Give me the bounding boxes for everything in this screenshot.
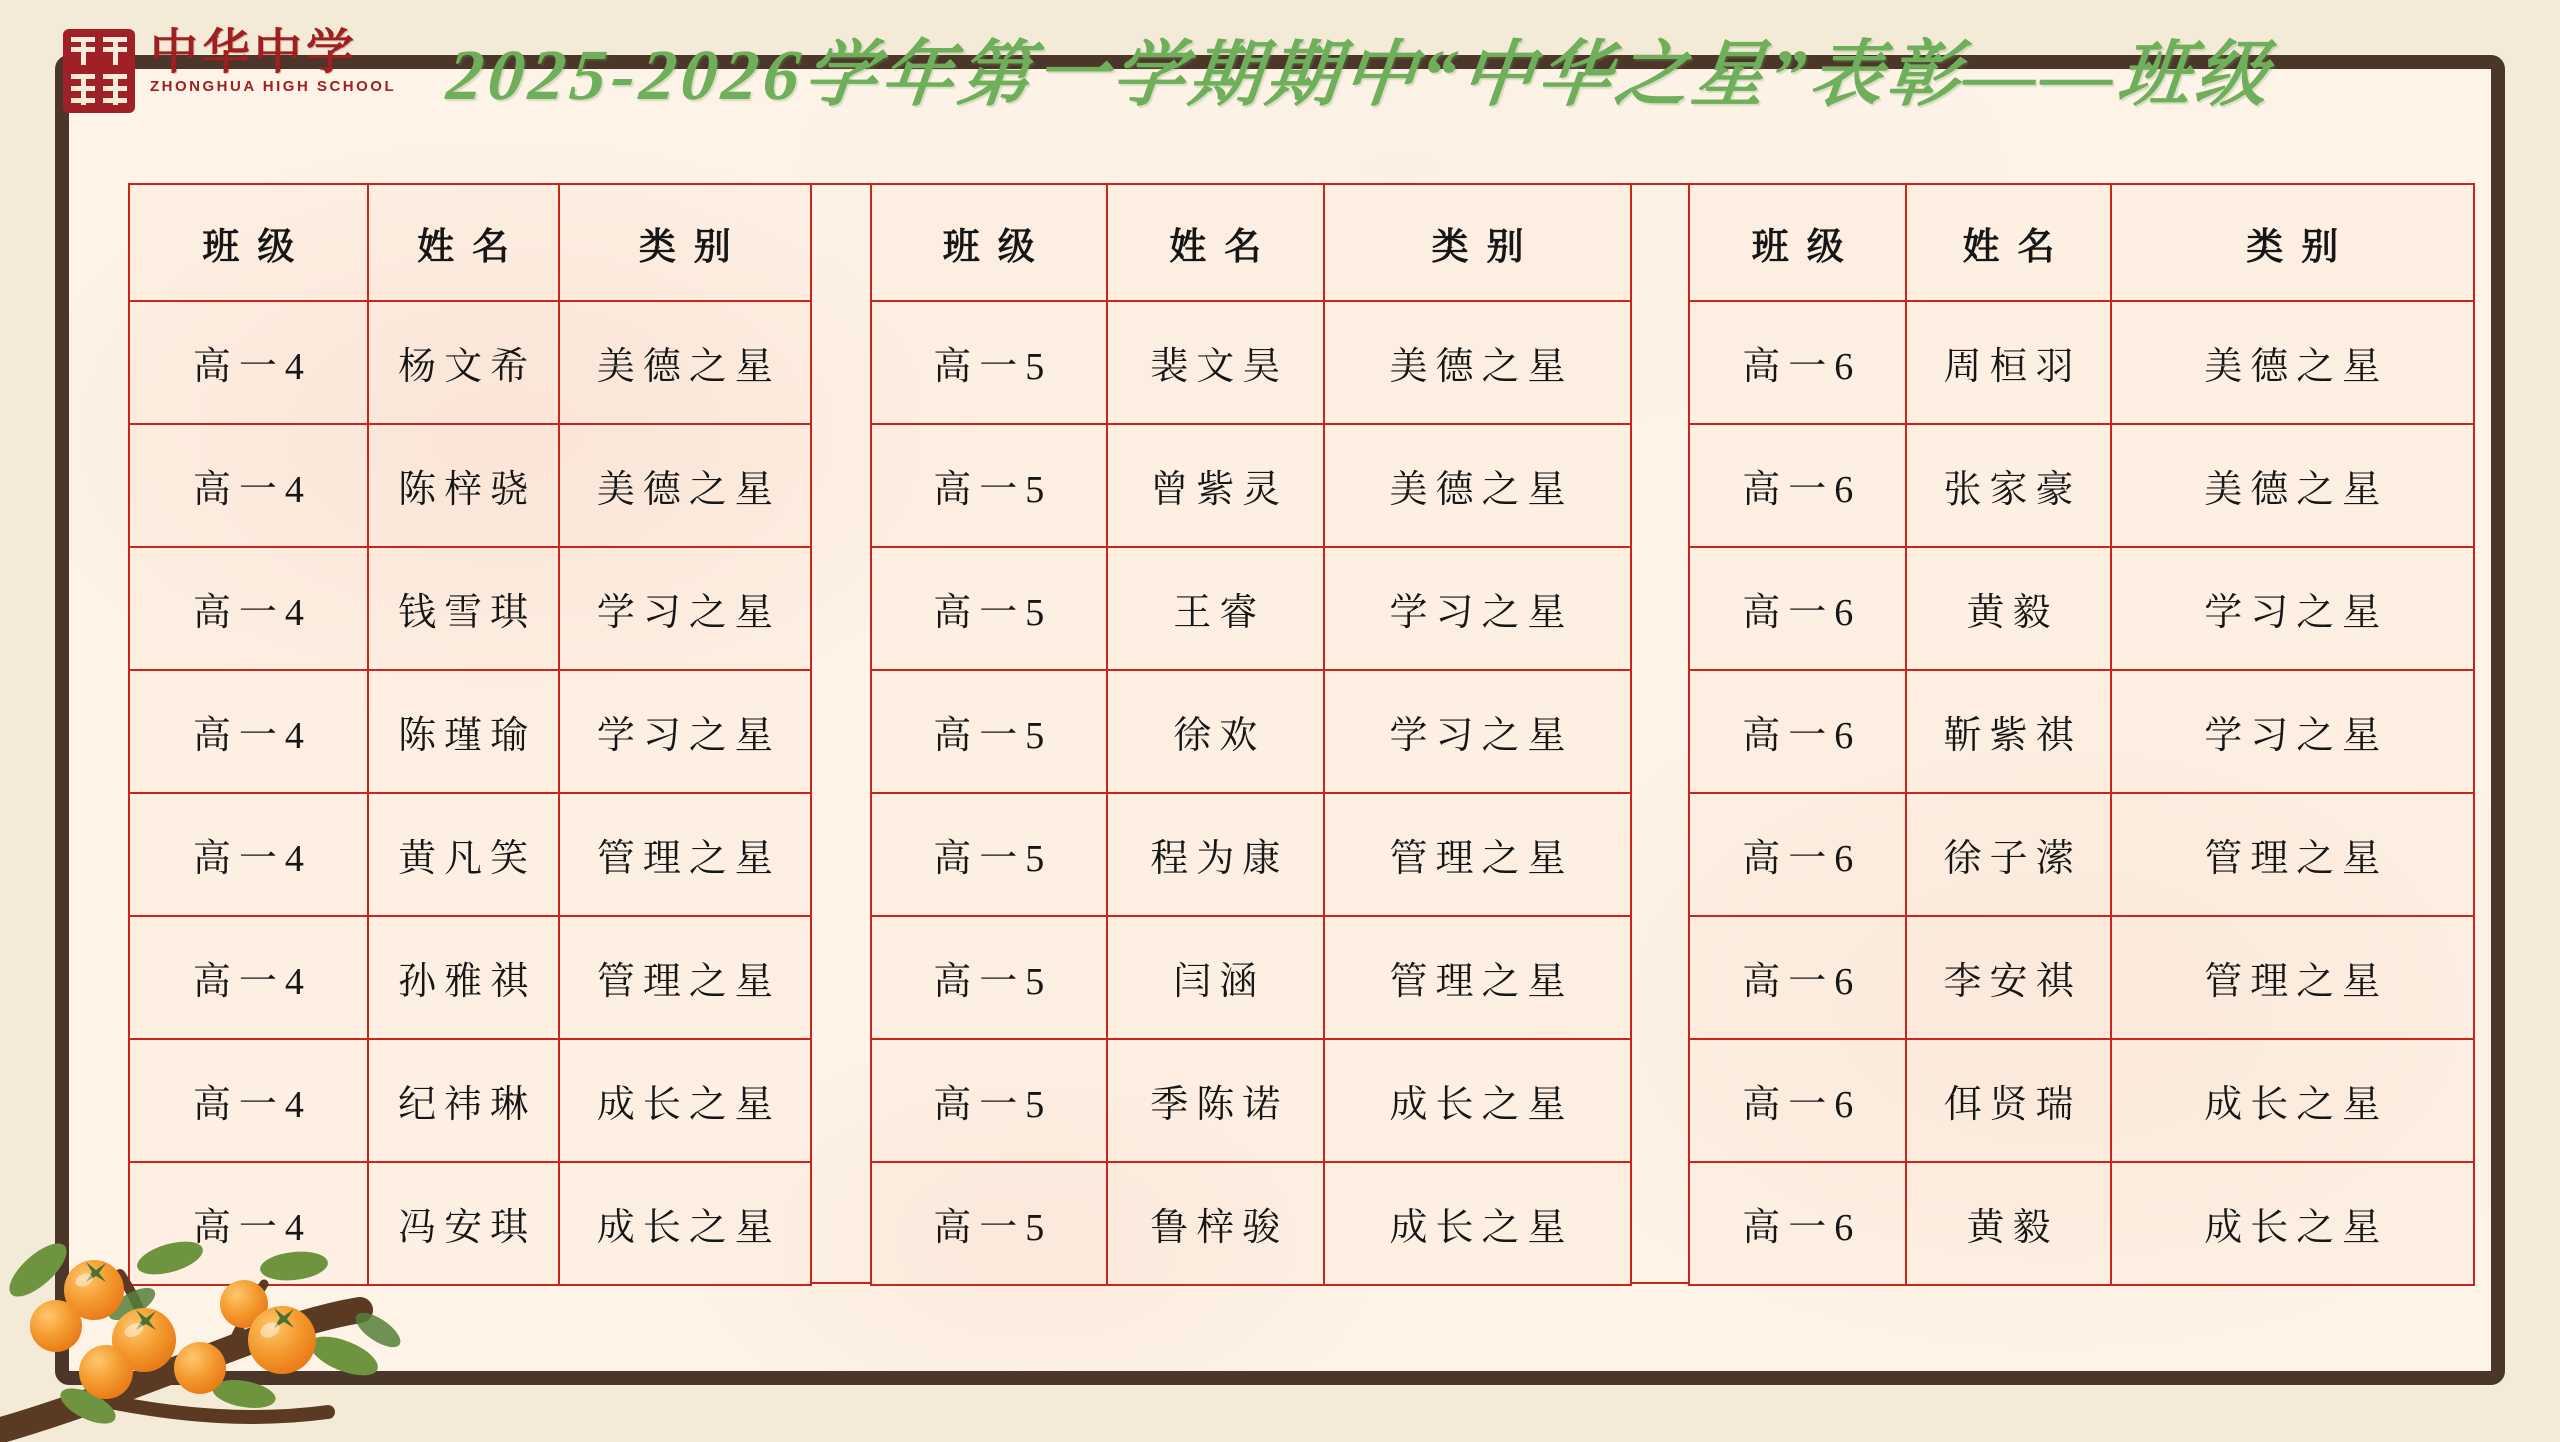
cell-class: 高一5 (871, 547, 1107, 670)
header-row (129, 184, 811, 301)
cell-category: 学习之星 (2111, 547, 2474, 670)
column-header-class: 班级 (871, 184, 1107, 301)
cell-name: 黄毅 (1906, 547, 2110, 670)
header-row (1689, 184, 2474, 301)
table-row (871, 1039, 1631, 1162)
table-row (871, 793, 1631, 916)
table-row (129, 424, 811, 547)
cell-category: 美德之星 (1324, 301, 1631, 424)
cell-name: 王睿 (1107, 547, 1324, 670)
cell-category: 美德之星 (559, 424, 811, 547)
cell-class: 高一6 (1689, 1039, 1906, 1162)
cell-category: 管理之星 (2111, 793, 2474, 916)
persimmon-branch-illustration (0, 1108, 438, 1442)
table-row (129, 916, 811, 1039)
cell-name: 钱雪琪 (368, 547, 559, 670)
cell-name: 闫涵 (1107, 916, 1324, 1039)
cell-name: 陈瑾瑜 (368, 670, 559, 793)
cell-name: 徐子潆 (1906, 793, 2110, 916)
table-gap (1632, 183, 1688, 1284)
cell-name: 程为康 (1107, 793, 1324, 916)
cell-name: 周桓羽 (1906, 301, 2110, 424)
cell-class: 高一6 (1689, 916, 1906, 1039)
header-row (871, 184, 1631, 301)
cell-category: 成长之星 (1324, 1039, 1631, 1162)
award-table-class-5 (870, 183, 1632, 1286)
table-row (1689, 301, 2474, 424)
cell-class: 高一6 (1689, 547, 1906, 670)
cell-category: 管理之星 (1324, 793, 1631, 916)
cell-category: 美德之星 (2111, 424, 2474, 547)
cell-class: 高一6 (1689, 301, 1906, 424)
table-row (871, 547, 1631, 670)
cell-category: 成长之星 (559, 1162, 811, 1285)
cell-class: 高一5 (871, 670, 1107, 793)
school-name-en: ZHONGHUA HIGH SCHOOL (150, 78, 397, 96)
table-row (129, 547, 811, 670)
cell-category: 管理之星 (559, 793, 811, 916)
cell-category: 学习之星 (1324, 547, 1631, 670)
cell-category: 学习之星 (559, 547, 811, 670)
cell-class: 高一5 (871, 793, 1107, 916)
table-row (1689, 916, 2474, 1039)
cell-class: 高一4 (129, 301, 368, 424)
table-row (1689, 793, 2474, 916)
school-logo (62, 28, 396, 114)
cell-category: 学习之星 (2111, 670, 2474, 793)
cell-name: 佴贤瑞 (1906, 1039, 2110, 1162)
cell-class: 高一5 (871, 1039, 1107, 1162)
table-row (871, 916, 1631, 1039)
cell-class: 高一4 (129, 793, 368, 916)
page-title: 2025-2026学年第一学期期中“中华之星”表彰——班级 (443, 35, 2277, 115)
table-row (1689, 670, 2474, 793)
table-row (871, 670, 1631, 793)
cell-category: 成长之星 (2111, 1039, 2474, 1162)
cell-class: 高一4 (129, 670, 368, 793)
column-header-category: 类别 (1324, 184, 1631, 301)
cell-class: 高一5 (871, 1162, 1107, 1285)
cell-name: 纪祎琳 (368, 1039, 559, 1162)
column-header-class: 班级 (129, 184, 368, 301)
cell-class: 高一4 (129, 916, 368, 1039)
cell-category: 美德之星 (2111, 301, 2474, 424)
cell-category: 管理之星 (1324, 916, 1631, 1039)
column-header-category: 类别 (2111, 184, 2474, 301)
table-row (1689, 547, 2474, 670)
school-name: 中华中学 (150, 26, 359, 79)
cell-class: 高一5 (871, 424, 1107, 547)
cell-class: 高一6 (1689, 670, 1906, 793)
cell-name: 曾紫灵 (1107, 424, 1324, 547)
column-header-name: 姓名 (1107, 184, 1324, 301)
school-seal-icon (62, 28, 136, 114)
cell-class: 高一6 (1689, 1162, 1906, 1285)
cell-category: 成长之星 (559, 1039, 811, 1162)
cell-name: 鲁梓骏 (1107, 1162, 1324, 1285)
cell-name: 黄凡笑 (368, 793, 559, 916)
cell-name: 靳紫祺 (1906, 670, 2110, 793)
award-table-class-6 (1688, 183, 2475, 1286)
table-row (1689, 1039, 2474, 1162)
cell-class: 高一4 (129, 547, 368, 670)
table-row (129, 301, 811, 424)
table-row (129, 670, 811, 793)
table-row (129, 793, 811, 916)
column-header-name: 姓名 (1906, 184, 2110, 301)
cell-category: 管理之星 (2111, 916, 2474, 1039)
cell-class: 高一6 (1689, 424, 1906, 547)
cell-class: 高一5 (871, 916, 1107, 1039)
cell-name: 陈梓骁 (368, 424, 559, 547)
table-row (871, 301, 1631, 424)
cell-name: 裴文昊 (1107, 301, 1324, 424)
cell-class: 高一4 (129, 424, 368, 547)
table-row (1689, 424, 2474, 547)
cell-name: 冯安琪 (368, 1162, 559, 1285)
cell-class: 高一5 (871, 301, 1107, 424)
column-header-name: 姓名 (368, 184, 559, 301)
table-row (1689, 1162, 2474, 1285)
cell-category: 成长之星 (2111, 1162, 2474, 1285)
cell-category: 美德之星 (1324, 424, 1631, 547)
cell-class: 高一6 (1689, 793, 1906, 916)
cell-name: 李安祺 (1906, 916, 2110, 1039)
cell-category: 美德之星 (559, 301, 811, 424)
cell-class: 高一4 (129, 1039, 368, 1162)
column-header-category: 类别 (559, 184, 811, 301)
cell-name: 孙雅祺 (368, 916, 559, 1039)
cell-class: 高一4 (129, 1162, 368, 1285)
table-gap (812, 183, 870, 1284)
cell-category: 成长之星 (1324, 1162, 1631, 1285)
column-header-class: 班级 (1689, 184, 1906, 301)
cell-name: 黄毅 (1906, 1162, 2110, 1285)
table-row (871, 424, 1631, 547)
cell-category: 学习之星 (559, 670, 811, 793)
cell-category: 管理之星 (559, 916, 811, 1039)
cell-category: 学习之星 (1324, 670, 1631, 793)
award-tables (128, 183, 2475, 1284)
cell-name: 张家豪 (1906, 424, 2110, 547)
school-logo-text (150, 28, 396, 95)
cell-name: 杨文希 (368, 301, 559, 424)
cell-name: 季陈诺 (1107, 1039, 1324, 1162)
cell-name: 徐欢 (1107, 670, 1324, 793)
table-row (871, 1162, 1631, 1285)
